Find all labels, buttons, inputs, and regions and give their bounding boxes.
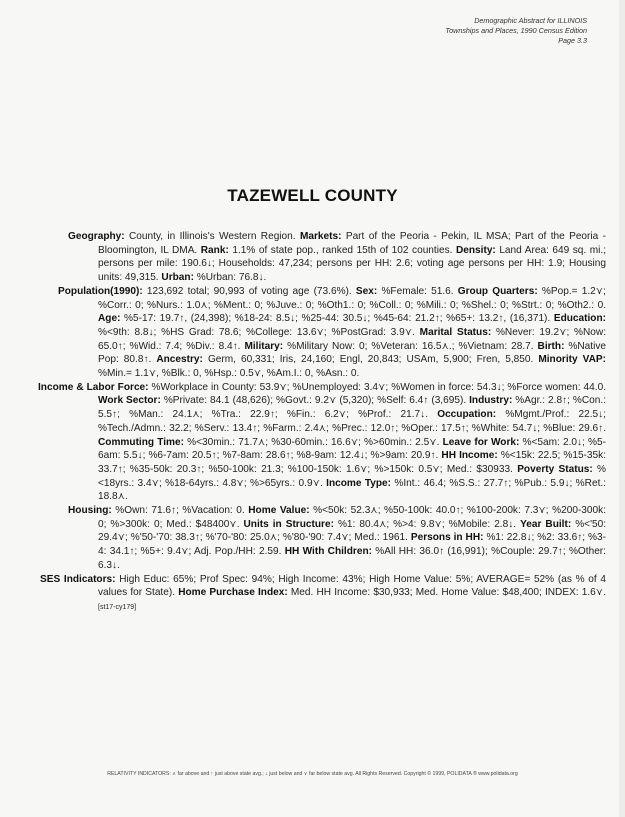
- age-text: %5-17: 19.7↑, (24,398); %18-24: 8.5↓; %25-44: 30.5↓; %45-64: 21.2↑; %65+: 13.2↑, (16,371).: [120, 313, 554, 325]
- geography-text: County, in Illinois's Western Region.: [124, 231, 300, 242]
- geography-section: [40, 230, 606, 285]
- hh-income-text: %<15k: 22.5; %15-35k: 33.7↑; %35-50k: 20.3↑; %50-100k: 21.3; %100-150k: 1.6⋎; %>150k: 0.5⋎; Med.: $30933.: [98, 450, 606, 475]
- commuting-time-label: Commuting Time:: [98, 436, 184, 448]
- home-purchase-index-text: Med. HH Income: $30,933; Med. Home Value: $48,400; INDEX: 1.6⋎.: [287, 587, 606, 599]
- density-text: Land Area: 649 sq. mi.; persons per mile: 190.6↓; Households: 47,234; persons per HH: 2.6; voting age persons per HH: 1.9; Housing units: 49,315.: [98, 244, 606, 284]
- ses-label: SES Indicators:: [40, 573, 116, 585]
- work-sector-text: %Private: 84.1 (48,626); %Govt.: 9.2⋎ (5,320); %Self: 6.4↑ (3,695).: [160, 395, 470, 407]
- income-type-label: Income Type:: [326, 477, 392, 489]
- hh-income-label: HH Income:: [441, 450, 498, 462]
- geography-label: Geography:: [68, 231, 125, 242]
- home-value-label: Home Value:: [248, 505, 310, 517]
- industry-text: %Agr.: 2.8↑; %Con.: 5.5↑; %Man.: 24.1⋏; %Tra.: 22.9↑; %Fin.: 6.2⋎; %Prof.: 21.7↓.: [98, 395, 606, 421]
- poverty-status-label: Poverty Status:: [517, 463, 593, 475]
- urban-label: Urban:: [161, 272, 194, 284]
- header-line-1: Demographic Abstract for ILLINOIS: [474, 16, 587, 25]
- rank-label: Rank:: [200, 244, 229, 256]
- commuting-time-text: %<30min.: 71.7⋏; %30-60min.: 16.6⋎; %>60min.: 2.5⋎.: [183, 436, 443, 448]
- population-section: [40, 285, 606, 381]
- marital-status-label: Marital Status:: [419, 326, 492, 338]
- sex-label: Sex:: [355, 285, 378, 297]
- ses-text: High Educ: 65%; Prof Spec: 94%; High Income: 43%; High Home Value: 5%; AVERAGE= 52% (as % of 4 values for State).: [98, 573, 606, 599]
- housing-text: %Own: 71.6↑; %Vacation: 0.: [111, 505, 249, 517]
- income-type-text: %Int.: 46.4; %S.S.: 27.7↑; %Pub.: 5.9↓; %Ret.: 18.8⋏.: [98, 477, 606, 503]
- markets-label: Markets:: [299, 231, 342, 242]
- markets-text: Part of the Peoria - Pekin, IL MSA; Part of the Peoria - Bloomington, IL DMA.: [98, 231, 606, 256]
- year-built-label: Year Built:: [520, 518, 572, 530]
- persons-in-hh-label: Persons in HH:: [410, 532, 484, 544]
- scan-edge: [619, 0, 625, 817]
- population-label: Population(1990):: [58, 285, 143, 297]
- page-header: [445, 16, 587, 46]
- home-purchase-index-label: Home Purchase Index:: [178, 587, 288, 599]
- urban-text: %Urban: 76.8↓.: [193, 272, 267, 284]
- industry-label: Industry:: [469, 395, 513, 407]
- units-in-structure-label: Units in Structure:: [243, 518, 334, 530]
- record-code: [st17-cy179]: [98, 603, 137, 611]
- ancestry-label: Ancestry:: [156, 354, 203, 366]
- page-title: TAZEWELL COUNTY: [227, 186, 398, 205]
- poverty-status-text: %<18yrs.: 3.4⋎; %18-64yrs.: 4.8⋎; %>65yrs.: 0.9⋎.: [98, 463, 607, 489]
- header-line-2: Townships and Places, 1990 Census Edition: [445, 26, 587, 35]
- minority-vap-label: Minority VAP:: [538, 354, 607, 366]
- minority-vap-text: %Min.= 1.1⋎, %Blk.: 0, %Hsp.: 0.5⋎, %Am.I.: 0, %Asn.: 0.: [98, 368, 360, 380]
- ses-section: [40, 573, 606, 615]
- group-quarters-label: Group Quarters:: [457, 285, 538, 297]
- persons-in-hh-text: %1: 22.8↓; %2: 33.6↑; %3-4: 34.1↑; %5+: 9.4⋎; Adj. Pop./HH: 2.59.: [98, 532, 606, 558]
- sex-text: %Female: 51.6.: [377, 285, 458, 297]
- education-text: %<9th: 8.8↓; %HS Grad: 78.6; %College: 13.6⋎; %PostGrad: 3.9⋎.: [98, 326, 420, 338]
- home-value-text: %<50k: 52.3⋏; %50-100k: 40.0↑; %100-200k: 7.3⋎; %200-300k: 0; %>300k: 0; Med.: $48400⋎.: [98, 505, 606, 530]
- housing-label: Housing:: [68, 505, 112, 517]
- leave-for-work-text: %<5am: 2.0↓; %5-6am: 5.5↓; %6-7am: 20.5↑; %7-8am: 28.6↑; %8-9am: 12.4↓; %>9am: 20.9↑.: [98, 436, 606, 462]
- rank-text: 1.1% of state pop., ranked 15th of 102 counties.: [228, 244, 456, 256]
- population-text: 123,692 total; 90,993 of voting age (73.6%).: [142, 285, 356, 297]
- header-line-3: Page 3.3: [558, 36, 587, 45]
- education-label: Education:: [553, 313, 606, 325]
- page-footer: RELATIVITY INDICATORS: ⋏ far above and ↑ just above state avg.; ↓ just below and ⋎ far below state avg. All Rights Reserved. Copyright © 1999, POLIDATA ® www.polidata.org: [107, 771, 518, 777]
- income-section: [40, 381, 606, 504]
- hh-with-children-text: %All HH: 36.0↑ (16,991); %Couple: 29.7↑; %Other: 6.3↓.: [98, 546, 606, 571]
- income-label: Income & Labor Force:: [38, 381, 149, 393]
- units-in-structure-text: %1: 80.4⋏; %>4: 9.8⋎; %Mobile: 2.8↓.: [333, 518, 521, 530]
- occupation-text: %Mgmt./Prof.: 22.5↓; %Tech./Admn.: 32.2; %Serv.: 13.4↑; %Farm.: 2.4⋏; %Prec.: 12.0↑; %Oper.: 17.5↑; %White: 54.7↓; %Blue: 29.6↑.: [98, 409, 606, 434]
- occupation-label: Occupation:: [437, 409, 497, 421]
- ancestry-text: Germ, 60,331; Iris, 24,160; Engl, 20,843; USAm, 5,900; Fren, 5,850.: [202, 354, 539, 366]
- income-text: %Workplace in County: 53.9⋎; %Unemployed: 3.4⋎; %Women in force: 54.3↓; %Force women: 44.0.: [148, 381, 606, 393]
- leave-for-work-label: Leave for Work:: [442, 436, 520, 448]
- age-label: Age:: [98, 313, 121, 325]
- housing-section: [40, 504, 606, 573]
- year-built-text: %<'50: 29.4⋎; %'50-'70: 38.3↑; %'70-'80: 25.0⋏; %'80-'90: 7.4⋎; Med.: 1961.: [98, 518, 607, 544]
- marital-status-text: %Never: 19.2⋎; %Now: 65.0↑; %Wid.: 7.4; %Div.: 8.4↑.: [98, 326, 607, 352]
- military-text: %Military Now: 0; %Veteran: 16.5⋏.; %Vietnam: 28.7.: [283, 340, 538, 352]
- birth-label: Birth:: [537, 340, 565, 352]
- birth-text: %Native Pop: 80.8↑.: [98, 340, 607, 366]
- hh-with-children-label: HH With Children:: [284, 546, 372, 558]
- work-sector-label: Work Sector:: [98, 395, 161, 407]
- document-body: [40, 230, 606, 615]
- group-quarters-text: %Pop.= 1.2⋎; %Corr.: 0; %Nurs.: 1.0⋏; %Ment.: 0; %Juve.: 0; %Oth1.: 0; %Coll.: 0; %Mili.: 0; %Shel.: 0; %Strt.: 0; %Oth2.: 0.: [98, 285, 606, 311]
- military-label: Military:: [244, 340, 284, 352]
- density-label: Density:: [455, 244, 496, 256]
